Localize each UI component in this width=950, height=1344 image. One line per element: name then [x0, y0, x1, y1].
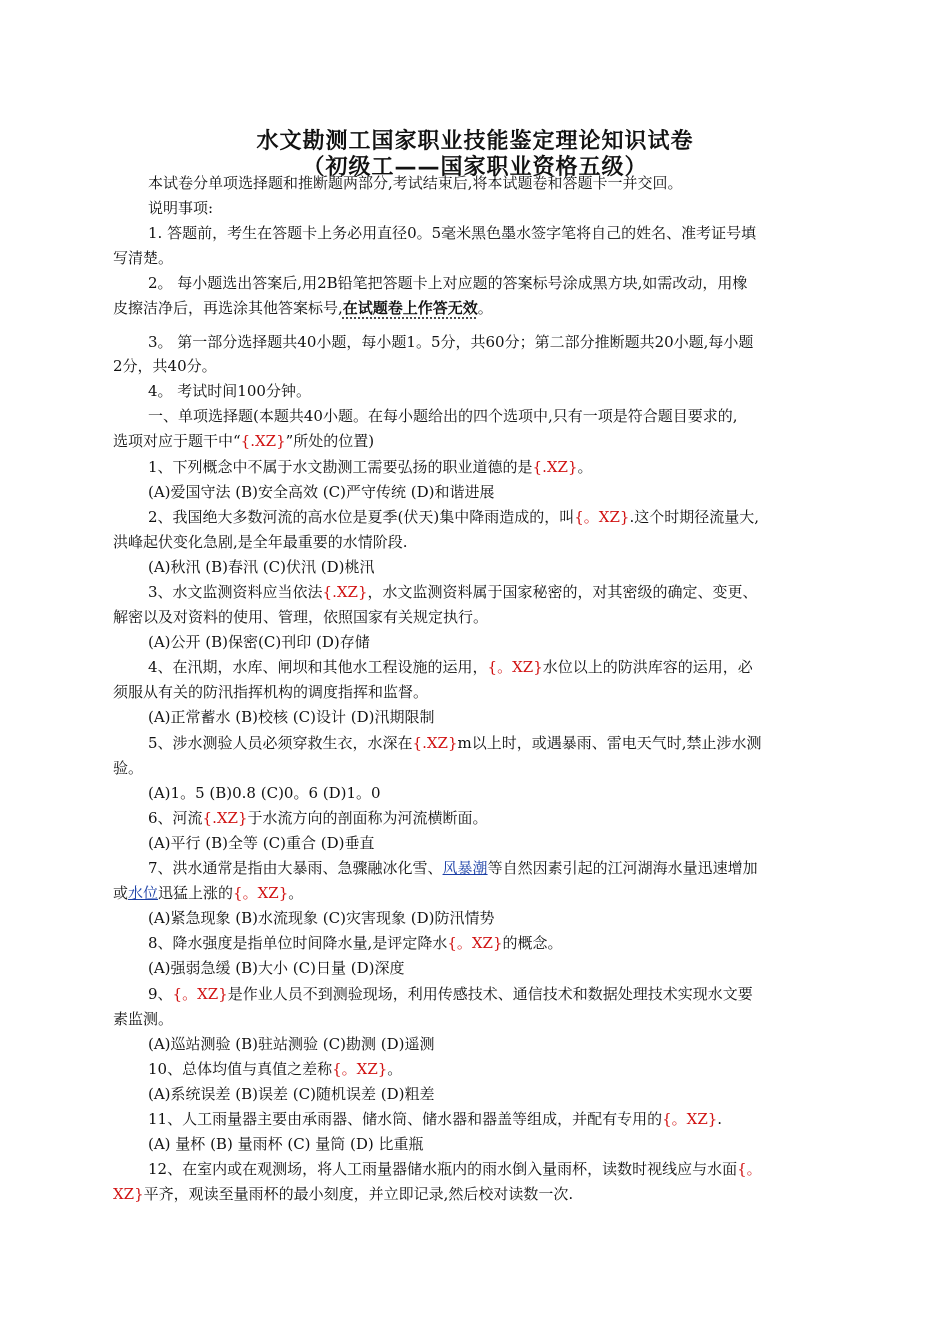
- note-3-cont: 2分，共40分。: [113, 357, 217, 375]
- question-3-cont: 解密以及对资料的使用、管理，依照国家有关规定执行。: [113, 608, 489, 626]
- text-segment: 。: [288, 884, 304, 902]
- text-segment: 于水流方向的剖面称为河流横断面。: [247, 809, 488, 827]
- text-segment: 9、: [148, 985, 173, 1003]
- text-segment: ，水文监测资料属于国家秘密的，对其密级的确定、变更、: [367, 583, 758, 601]
- question-9-options: (A)巡站测验 (B)驻站测验 (C)勘测 (D)遥测: [148, 1035, 435, 1053]
- question-12-cont: [113, 1185, 573, 1203]
- answer-placeholder: XZ}: [113, 1185, 144, 1203]
- notes-header: 说明事项:: [148, 199, 214, 217]
- question-7: [148, 859, 758, 877]
- link-water-level[interactable]: 水位: [128, 884, 159, 902]
- question-2-cont: 洪峰起伏变化急剧,是全年最重要的水情阶段.: [113, 533, 408, 551]
- question-12: [148, 1160, 762, 1178]
- question-11: [148, 1110, 722, 1128]
- answer-placeholder: {。XZ}: [574, 508, 630, 526]
- answer-placeholder: {.XZ}: [412, 734, 458, 752]
- question-6-options: (A)平行 (B)全等 (C)重合 (D)垂直: [148, 834, 375, 852]
- text-segment: 6、河流: [148, 809, 203, 827]
- text-segment: 1、下列概念中不属于水文勘测工需要弘扬的职业道德的是: [148, 458, 533, 476]
- note-3: 3。 第一部分选择题共40小题，每小题1。5分，共60分；第二部分推断题共20小题,每小题: [148, 333, 754, 351]
- section-heading-cont: [113, 432, 374, 450]
- text-segment: 是作业人员不到测验现场，利用传感技术、通信技术和数据处理技术实现水文要: [227, 985, 753, 1003]
- text-segment: 水位以上的防洪库容的运用，必: [542, 658, 753, 676]
- answer-placeholder: {。XZ}: [332, 1060, 388, 1078]
- question-4-options: (A)正常蓄水 (B)校核 (C)设计 (D)汛期限制: [148, 708, 435, 726]
- answer-placeholder: {。XZ}: [487, 658, 543, 676]
- question-1: [148, 458, 593, 476]
- page-subtitle: （初级工——国家职业资格五级）: [302, 155, 648, 180]
- question-9-cont: 素监测。: [113, 1010, 174, 1028]
- text-segment: 10、总体均值与真值之差称: [148, 1060, 333, 1078]
- note-2-cont: [113, 299, 493, 317]
- question-11-options: (A) 量杯 (B) 量雨杯 (C) 量筒 (D) 比重瓶: [148, 1135, 424, 1153]
- text-segment: 3、水文监测资料应当依法: [148, 583, 323, 601]
- text-segment: 7、洪水通常是指由大暴雨、急骤融冰化雪、: [148, 859, 443, 877]
- answer-placeholder: {.XZ}: [240, 432, 286, 450]
- text-segment: 4、在汛期，水库、闸坝和其他水工程设施的运用，: [148, 658, 488, 676]
- section-heading: 一、单项选择题(本题共40小题。在每小题给出的四个选项中,只有一项是符合题目要求的,: [148, 407, 738, 425]
- text-segment: 5、涉水测验人员必须穿救生衣，水深在: [148, 734, 413, 752]
- text-segment: 的概念。: [502, 934, 563, 952]
- question-1-options: (A)爱国守法 (B)安全高效 (C)严守传统 (D)和谐进展: [148, 483, 495, 501]
- note-1: 1. 答题前，考生在答题卡上务必用直径0。5毫米黑色墨水签字笔将自己的姓名、准考证号填: [148, 224, 757, 242]
- question-7-cont: [113, 884, 303, 902]
- question-6: [148, 809, 488, 827]
- note-2: 2。 每小题选出答案后,用2B铅笔把答题卡上对应题的答案标号涂成黑方块,如需改动，用橡: [148, 274, 748, 292]
- emphasis-text: 在试题卷上作答无效: [342, 299, 478, 317]
- question-9: [148, 985, 753, 1003]
- answer-placeholder: {.XZ}: [202, 809, 248, 827]
- question-10: [148, 1060, 402, 1078]
- text-segment: 。: [477, 299, 493, 317]
- text-segment: m以上时，或遇暴雨、雷电天气时,禁止涉水测: [457, 734, 762, 752]
- link-storm-surge[interactable]: 风暴潮: [442, 859, 488, 877]
- text-segment: 迅猛上涨的: [158, 884, 234, 902]
- text-segment: 2、我国绝大多数河流的高水位是夏季(伏天)集中降雨造成的，叫: [148, 508, 575, 526]
- text-segment: 11、人工雨量器主要由承雨器、储水筒、储水器和器盖等组成，并配有专用的: [148, 1110, 663, 1128]
- question-5-options: (A)1。5 (B)0.8 (C)0。6 (D)1。0: [148, 784, 381, 802]
- intro-text: 本试卷分单项选择题和推断题两部分,考试结束后,将本试题卷和答题卡一并交回。: [148, 174, 683, 192]
- text-segment: 皮擦洁净后，再选涂其他答案标号,: [113, 299, 343, 317]
- text-segment: .: [717, 1110, 723, 1128]
- answer-placeholder: {.XZ}: [322, 583, 368, 601]
- note-1-cont: 写清楚。: [113, 249, 174, 267]
- text-segment: 8、降水强度是指单位时间降水量,是评定降水: [148, 934, 448, 952]
- question-3: [148, 583, 758, 601]
- note-4: 4。 考试时间100分钟。: [148, 382, 311, 400]
- question-5: [148, 734, 762, 752]
- question-10-options: (A)系统误差 (B)误差 (C)随机误差 (D)粗差: [148, 1085, 435, 1103]
- question-4: [148, 658, 753, 676]
- answer-placeholder: {。XZ}: [447, 934, 503, 952]
- text-segment: 等自然因素引起的江河湖海水量迅速增加: [487, 859, 758, 877]
- text-segment: 选项对应于题干中“: [113, 432, 241, 450]
- answer-placeholder: {。XZ}: [172, 985, 228, 1003]
- text-segment: 或: [113, 884, 129, 902]
- text-segment: .这个时期径流量大,: [629, 508, 760, 526]
- question-4-cont: 须服从有关的防汛指挥机构的调度指挥和监督。: [113, 683, 429, 701]
- text-segment: 12、在室内或在观测场，将人工雨量器储水瓶内的雨水倒入量雨杯，读数时视线应与水面: [148, 1160, 738, 1178]
- answer-placeholder: {。: [737, 1160, 762, 1178]
- question-2-options: (A)秋汛 (B)春汛 (C)伏汛 (D)桃汛: [148, 558, 375, 576]
- page-title: 水文勘测工国家职业技能鉴定理论知识试卷: [256, 129, 694, 154]
- text-segment: 。: [577, 458, 593, 476]
- question-7-options: (A)紧急现象 (B)水流现象 (C)灾害现象 (D)防汛情势: [148, 909, 495, 927]
- text-segment: 。: [387, 1060, 403, 1078]
- question-8-options: (A)强弱急缓 (B)大小 (C)日量 (D)深度: [148, 959, 405, 977]
- question-8: [148, 934, 563, 952]
- text-segment: 平齐，观读至量雨杯的最小刻度，并立即记录,然后校对读数一次.: [143, 1185, 574, 1203]
- question-5-cont: 验。: [113, 759, 144, 777]
- answer-placeholder: {。XZ}: [233, 884, 289, 902]
- question-2: [148, 508, 759, 526]
- question-3-options: (A)公开 (B)保密(C)刊印 (D)存储: [148, 633, 370, 651]
- answer-placeholder: {.XZ}: [532, 458, 578, 476]
- text-segment: ”所处的位置): [285, 432, 375, 450]
- answer-placeholder: {。XZ}: [662, 1110, 718, 1128]
